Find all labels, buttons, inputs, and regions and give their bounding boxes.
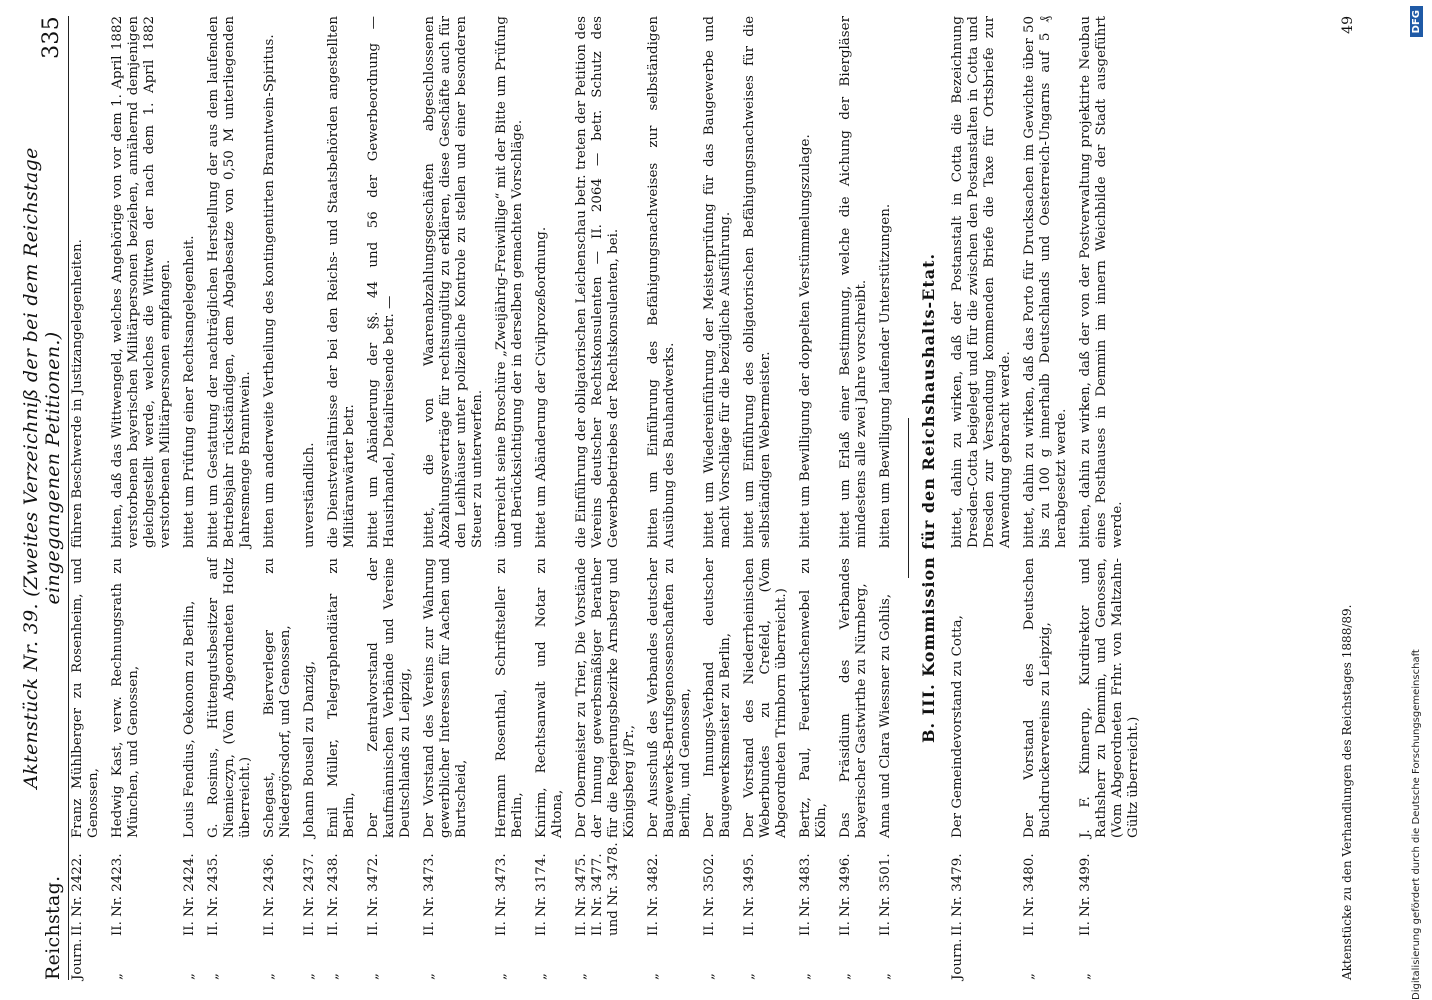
entry-petitioner: Der Zentralvorstand der kaufmännischen Verbände und Vereine Deutschlands zu Leipzig, (366, 558, 413, 838)
entry-number: II. Nr. 2423. (110, 853, 125, 936)
petition-entry (262, 16, 294, 980)
page-header (20, 16, 69, 980)
digitization-note (1404, 0, 1428, 1000)
entry-petitioner: Emil Müller, Telegraphendiätar zu Berlin, (326, 558, 357, 838)
petition-entry (878, 16, 894, 980)
entry-request: bittet, dahin zu wirken, daß das Porto für Drucksachen im Gewichte über 50 bis zu 100 g innerhalb Deutschlands und Oesterreich-Ungarns auf 5 ₰ herabgesetzt werde. (1022, 16, 1069, 548)
entry-petitioner: Schegast, Bierverleger zu Niedergörsdorf, und Genossen, (262, 558, 293, 838)
section-rule (908, 418, 909, 578)
entry-request: bittet, die von Waarenabzahlungsgeschäften abgeschlossenen Abzahlungsverträge für rechtsungültig zu erklären, diese Geschäfte auch für den Leihhäuser unter polizeiliche Kontrole zu stellen und einer besonderen Steuer zu unterwerfen. (422, 16, 485, 548)
entry-source: „ (326, 973, 341, 980)
entry-request: die Einführung der obligatorischen Leichenschau betr. treten der Petition des Vereins deutscher Rechtskonsulenten — II. 2064 — betr. Schutz des Gewerbebetriebes der Rechtskonsulenten, bei. (574, 16, 621, 548)
entry-petitioner: J. F. Kinnerup, Kurdirektor und Rathsherr zu Demmin, und Genossen, (Vom Abgeordneten Frhr. von Maltzahn-Gültz überreicht.) (1078, 558, 1141, 838)
petition-entry (366, 16, 414, 980)
entry-number: II. Nr. 3475. II. Nr. 3477. und Nr. 3478. (574, 842, 621, 936)
entry-petitioner: G. Rosinus, Hüttengutsbesitzer auf Niemieczyn, (Vom Abgeordneten Holtz überreicht.) (206, 558, 253, 838)
page-footer (1340, 16, 1376, 980)
entry-request: bitten, dahin zu wirken, daß der von der Postverwaltung projektirte Neubau eines Posthauses in Demmin im innern Weichbilde der Stadt ausgeführt werde. (1078, 16, 1125, 548)
footer-left: Aktenstücke zu den Verhandlungen des Reichstages 1888/89. (1340, 604, 1354, 980)
entry-source: Journ. (950, 938, 965, 980)
entry-number: II. Nr. 2422. (70, 853, 85, 936)
entry-request: bittet um Erlaß einer Bestimmung, welche die Aichung der Biergläser mindestens alle zwei Jahre vorschreibt. (838, 16, 869, 548)
entry-request: bittet um Gestattung der nachträglichen Herstellung der aus dem laufenden Betriebsjahr rückständigen, dem Abgabesatze von 0,50 M unterliegenden Jahresmenge Branntwein. (206, 16, 253, 548)
entry-petitioner: Der Innungs-Verband deutscher Baugewerksmeister zu Berlin, (702, 558, 733, 838)
entry-source: „ (422, 973, 437, 980)
entry-source: „ (534, 973, 549, 980)
entry-source: „ (798, 973, 813, 980)
petition-entry (110, 16, 174, 980)
entry-request: bittet um Abänderung der Civilprozeßordnung. (534, 226, 549, 548)
footer-number: 49 (1340, 16, 1356, 34)
entry-petitioner: Knirim, Rechtsanwalt und Notar zu Altona, (534, 558, 565, 838)
entry-number: II. Nr. 3473. (422, 853, 437, 936)
petition-entry (302, 16, 318, 980)
petition-entry (326, 16, 358, 980)
entry-source: „ (1078, 973, 1093, 980)
entry-request: überreicht seine Broschüre „Zweijährig-Freiwillige“ mit der Bitte um Prüfung und Berücksichtigung der in derselben gemachten Vorschläge. (494, 16, 525, 548)
header-left: Reichstag. (42, 875, 64, 980)
header-title: Aktenstück Nr. 39. (Zweites Verzeichniß der bei dem Reichstage eingegangenen Petitionen.) (20, 147, 64, 789)
entry-source: „ (302, 973, 317, 980)
petition-entry (494, 16, 526, 980)
entry-source: „ (702, 973, 717, 980)
entry-petitioner: Der Vorstand des Niederrheinischen Weberbundes zu Crefeld, (Vom Abgeordneten Trimborn überreicht.) (742, 558, 789, 838)
page-number: 335 (39, 16, 64, 59)
entry-number: II. Nr. 3473. (494, 853, 509, 936)
petition-entry (422, 16, 486, 980)
entry-request: bittet, dahin zu wirken, daß der Postanstalt in Cotta die Bezeichnung Dresden-Cotta beigelegt und für die zwischen den Postanstalten in Cotta und Dresden zur Versendung kommenden Briefe die Taxe für Ortsbriefe zur Anwendung gebracht werde. (950, 16, 1013, 548)
entry-source: „ (262, 973, 277, 980)
entry-number: II. Nr. 3472. (366, 853, 381, 936)
petition-entry (182, 16, 198, 980)
entry-request: bittet um Prüfung einer Rechtsangelegenheit. (182, 235, 197, 548)
entry-request: bitten um Einführung des Befähigungsnachweises zur selbständigen Ausübung des Bauhandwerks. (646, 16, 677, 548)
entry-petitioner: Der Ausschuß des Verbandes deutscher Baugewerks-Berufsgenossenschaften zu Berlin, und Genossen, (646, 558, 693, 838)
petition-entry (838, 16, 870, 980)
entry-number: II. Nr. 2438. (326, 853, 341, 936)
entry-number: II. Nr. 3502. (702, 853, 717, 936)
petition-entry (534, 16, 566, 980)
entry-petitioner: Johann Bousell zu Danzig, (302, 660, 317, 838)
petition-entry (702, 16, 734, 980)
entry-request: die Dienstverhältnisse der bei den Reichs- und Staatsbehörden angestellten Militäranwärter betr. (326, 16, 357, 548)
petition-list-b (950, 16, 1142, 980)
entry-request: unverständlich. (302, 442, 317, 548)
entry-source: „ (182, 973, 197, 980)
dfg-logo: DFG (1410, 6, 1423, 37)
petition-entry (742, 16, 790, 980)
entry-source: „ (206, 973, 221, 980)
entry-request: bitten um Bewilligung laufender Unterstützungen. (878, 203, 893, 548)
entry-source: „ (574, 973, 589, 980)
entry-number: II. Nr. 2424. (182, 853, 197, 936)
entry-number: II. Nr. 2436. (262, 853, 277, 936)
entry-source: „ (742, 973, 757, 980)
entry-request: bitten um anderweite Vertheilung des kontingentirten Branntwein-Spiritus. (262, 34, 277, 548)
petition-entry (206, 16, 254, 980)
petition-list-a (70, 16, 894, 980)
entry-petitioner: Der Vorstand des Deutschen Buchdruckervereins zu Leipzig, (1022, 558, 1053, 838)
petition-entry (1078, 16, 1142, 980)
entry-source: „ (1022, 973, 1037, 980)
petition-entry (70, 16, 102, 980)
entry-number: II. Nr. 3496. (838, 853, 853, 936)
entry-number: II. Nr. 2435. (206, 853, 221, 936)
entry-petitioner: Der Vorstand des Vereins zur Wahrung gewerblicher Interessen für Aachen und Burtscheid, (422, 558, 469, 838)
petition-entry (574, 16, 638, 980)
entry-number: II. Nr. 3495. (742, 853, 757, 936)
entry-petitioner: Hedwig Kast, verw. Rechnungsrath zu München, und Genossen, (110, 558, 141, 838)
entry-number: II. Nr. 3483. (798, 853, 813, 936)
petition-entry (798, 16, 830, 980)
entry-petitioner: Hermann Rosenthal, Schriftsteller zu Berlin, (494, 558, 525, 838)
section-label: B. III. Kommission für den Reichshaushalts-Etat. (919, 252, 938, 744)
entry-request: bitten, daß das Wittwengeld, welches Angehörige von vor dem 1. April 1882 verstorbenen bayerischen Militärpersonen beziehen, annähernd demjenigen gleichgestellt werde, welches die Wittwen der nach dem 1. April 1882 verstorbenen Militärpersonen empfangen. (110, 16, 173, 548)
entry-request: bittet um Bewilligung der doppelten Verstümmelungszulage. (798, 134, 813, 548)
entry-petitioner: Anna und Clara Wiessner zu Gohlis, (878, 593, 893, 838)
entry-source: Journ. (70, 938, 85, 980)
entry-number: II. Nr. 3501. (878, 853, 893, 936)
entry-source: „ (110, 973, 125, 980)
entry-number: II. Nr. 3174. (534, 853, 549, 936)
entry-petitioner: Der Obermeister zu Trier, Die Vorstände der Innung gewerbsmäßiger Berather für die Regierungsbezirke Arnsberg und Königsberg i/Pr., (574, 558, 637, 838)
entry-source: „ (366, 973, 381, 980)
digitization-text: Digitalisierung gefördert durch die Deutsche Forschungsgemeinschaft (1410, 649, 1422, 1000)
entry-number: II. Nr. 3482. (646, 853, 661, 936)
entry-petitioner: Louis Fendius, Oekonom zu Berlin, (182, 600, 197, 838)
petition-entry (950, 16, 1014, 980)
petition-entry (646, 16, 694, 980)
section-heading (908, 16, 938, 980)
entry-request: bittet um Abänderung der §§. 44 und 56 der Gewerbeordnung — Hausirhandel, Detailreisende betr. — (366, 16, 397, 548)
entry-source: „ (838, 973, 853, 980)
entry-source: „ (494, 973, 509, 980)
entry-source: „ (646, 973, 661, 980)
entry-petitioner: Bertz, Paul, Feuerkutschenwebel zu Köln, (798, 558, 829, 838)
petition-entry (1022, 16, 1070, 980)
entry-petitioner: Das Präsidium des Verbandes bayerischer Gastwirthe zu Nürnberg, (838, 558, 869, 838)
petition-list (70, 16, 1150, 980)
entry-number: II. Nr. 3479. (950, 853, 965, 936)
entry-number: II. Nr. 2437. (302, 853, 317, 936)
entry-request: bittet um Wiedereinführung der Meisterprüfung für das Baugewerbe und macht Vorschläge für die bezügliche Ausführung. (702, 16, 733, 548)
entry-number: II. Nr. 3499. (1078, 853, 1093, 936)
entry-source: „ (878, 973, 893, 980)
entry-petitioner: Der Gemeindevorstand zu Cotta, (950, 615, 965, 838)
entry-number: II. Nr. 3480. (1022, 853, 1037, 936)
entry-request: führen Beschwerde in Justizangelegenheiten. (70, 239, 85, 548)
entry-petitioner: Franz Mühlberger zu Rosenheim, und Genossen, (70, 558, 101, 838)
entry-request: bittet um Einführung des obligatorischen Befähigungsnachweises für die selbständigen Webermeister. (742, 16, 773, 548)
